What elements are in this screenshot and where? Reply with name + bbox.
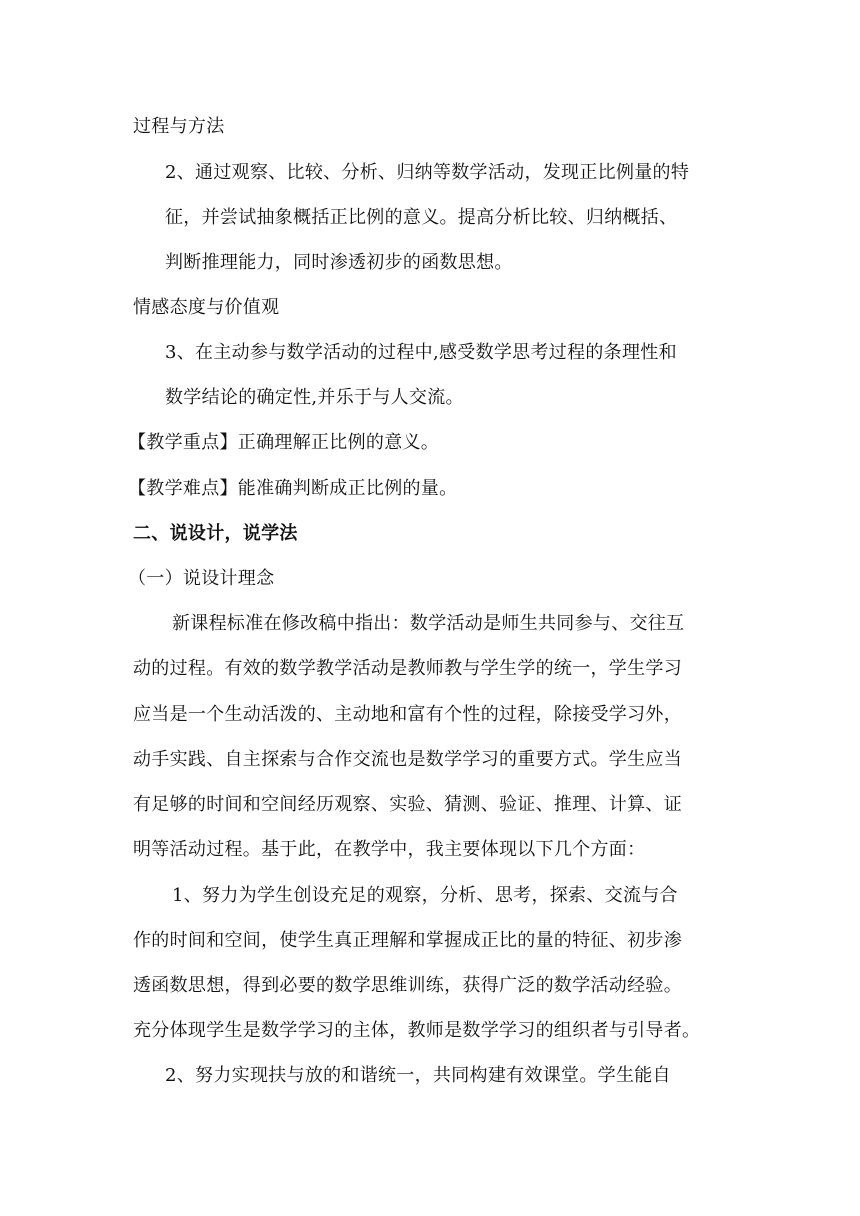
objective-2-line-1: 2、通过观察、比较、分析、归纳等数学活动，发现正比例量的特 [165, 162, 690, 183]
section-heading-emotion: 情感态度与价值观 [133, 297, 280, 318]
objective-2-line-2: 征，并尝试抽象概括正比例的意义。提高分析比较、归纳概括、 [165, 207, 678, 228]
design-paragraph-line-5: 有足够的时间和空间经历观察、实验、猜测、验证、推理、计算、证 [133, 794, 682, 815]
design-paragraph-line-1: 新课程标准在修改稿中指出：数学活动是师生共同参与、交往互 [172, 613, 685, 634]
design-paragraph-line-4: 动手实践、自主探索与合作交流也是数学学习的重要方式。学生应当 [133, 749, 682, 770]
objective-2-line-3: 判断推理能力，同时渗透初步的函数思想。 [165, 252, 513, 273]
teaching-key-point: 【教学重点】正确理解正比例的意义。 [128, 432, 440, 453]
section-two-heading: 二、说设计，说学法 [133, 523, 298, 544]
design-concept-subheading: （一）说设计理念 [128, 568, 275, 589]
objective-3-line-2: 数学结论的确定性,并乐于与人交流。 [165, 387, 464, 408]
point-1-line-1: 1、努力为学生创设充足的观察，分析、思考，探索、交流与合 [172, 885, 678, 906]
point-1-line-2: 作的时间和空间，使学生真正理解和掌握成正比的量的特征、初步渗 [133, 930, 682, 951]
design-paragraph-line-6: 明等活动过程。基于此，在教学中，我主要体现以下几个方面： [133, 839, 646, 860]
section-heading-process: 过程与方法 [133, 116, 225, 137]
point-1-line-4: 充分体现学生是数学学习的主体，教师是数学学习的组织者与引导者。 [133, 1020, 701, 1041]
teaching-difficult-point: 【教学难点】能准确判断成正比例的量。 [128, 478, 458, 499]
design-paragraph-line-2: 动的过程。有效的数学教学活动是教师教与学生学的统一，学生学习 [133, 658, 682, 679]
point-2-line-1: 2、努力实现扶与放的和谐统一，共同构建有效课堂。学生能自 [165, 1065, 671, 1086]
design-paragraph-line-3: 应当是一个生动活泼的、主动地和富有个性的过程，除接受学习外， [133, 704, 682, 725]
objective-3-line-1: 3、在主动参与数学活动的过程中,感受数学思考过程的条理性和 [165, 342, 677, 363]
point-1-line-3: 透函数思想，得到必要的数学思维训练，获得广泛的数学活动经验。 [133, 975, 682, 996]
